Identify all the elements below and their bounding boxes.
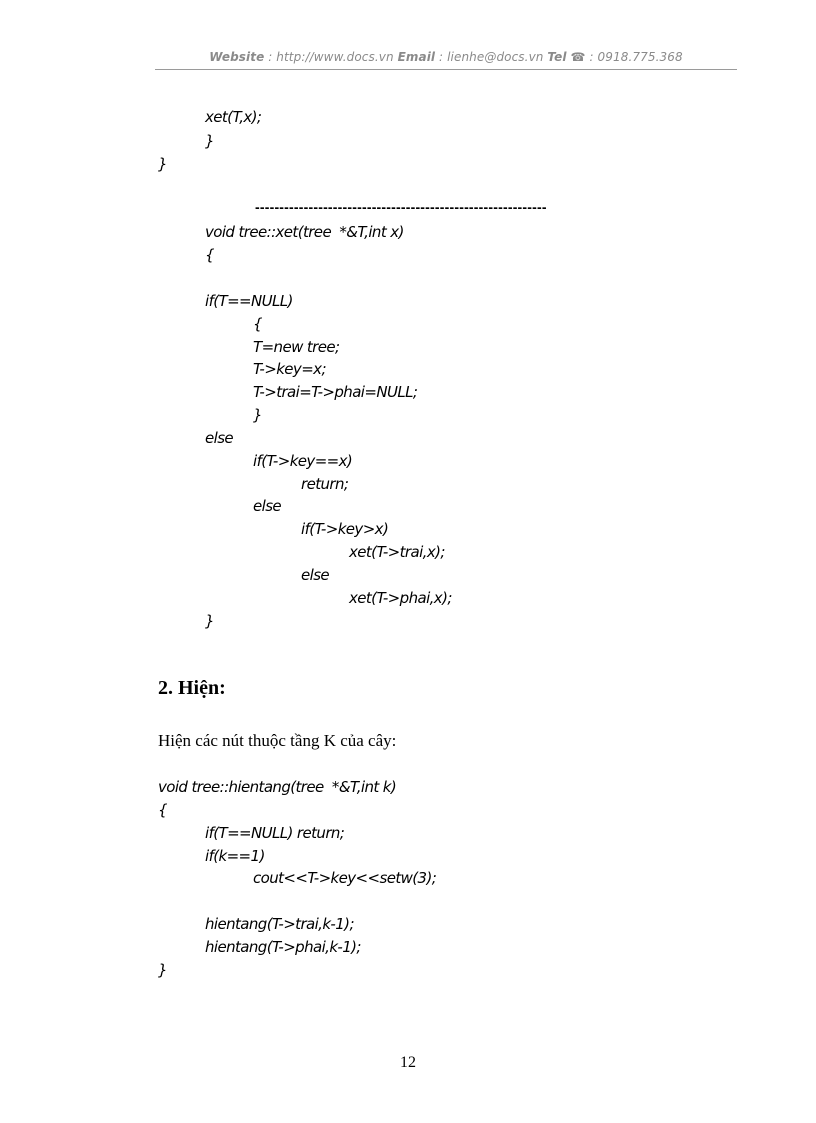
- code-line: cout<<T->key<<setw(3);: [253, 869, 437, 887]
- tel-label: Tel: [547, 50, 567, 64]
- code-line: {: [253, 315, 262, 333]
- website-value: : http://www.docs.vn: [264, 50, 398, 64]
- code-line: if(T==NULL) return;: [205, 824, 345, 842]
- section-paragraph: Hiện các nút thuộc tầng K của cây:: [158, 731, 397, 750]
- code-line: hientang(T->phai,k-1);: [205, 938, 361, 956]
- code-line: else: [253, 497, 282, 515]
- code-line: xet(T,x);: [205, 108, 262, 126]
- code-line: if(T->key==x): [253, 452, 353, 470]
- code-line: else: [205, 429, 234, 447]
- code-line: T->trai=T->phai=NULL;: [253, 383, 418, 401]
- code-line: }: [205, 612, 214, 630]
- code-line: if(T->key>x): [301, 520, 389, 538]
- header-divider: [155, 69, 737, 70]
- page-number: 12: [400, 1054, 416, 1071]
- code-line: }: [158, 961, 167, 979]
- code-line: else: [301, 566, 330, 584]
- code-line: }: [205, 132, 214, 150]
- section-heading: 2. Hiện:: [158, 677, 226, 699]
- code-line: T->key=x;: [253, 360, 326, 378]
- code-line: {: [205, 246, 214, 264]
- code-line: if(k==1): [205, 847, 265, 865]
- code-line: void tree::xet(tree *&T,int x): [205, 223, 404, 241]
- code-line: return;: [301, 475, 349, 493]
- email-value: : lienhe@docs.vn: [435, 50, 548, 64]
- separator-line: ------------------------------------------------------------: [255, 199, 547, 215]
- code-line: hientang(T->trai,k-1);: [205, 915, 354, 933]
- code-line: }: [158, 155, 167, 173]
- page-header: [155, 50, 737, 64]
- email-label: Email: [397, 50, 436, 64]
- website-label: Website: [209, 50, 265, 64]
- code-line: {: [158, 801, 167, 819]
- code-line: if(T==NULL): [205, 292, 293, 310]
- code-line: xet(T->trai,x);: [349, 543, 445, 561]
- tel-value: ☎ : 0918.775.368: [566, 50, 683, 64]
- code-line: T=new tree;: [253, 338, 340, 356]
- code-line: }: [253, 406, 262, 424]
- code-line: void tree::hientang(tree *&T,int k): [158, 778, 397, 796]
- code-line: xet(T->phai,x);: [349, 589, 452, 607]
